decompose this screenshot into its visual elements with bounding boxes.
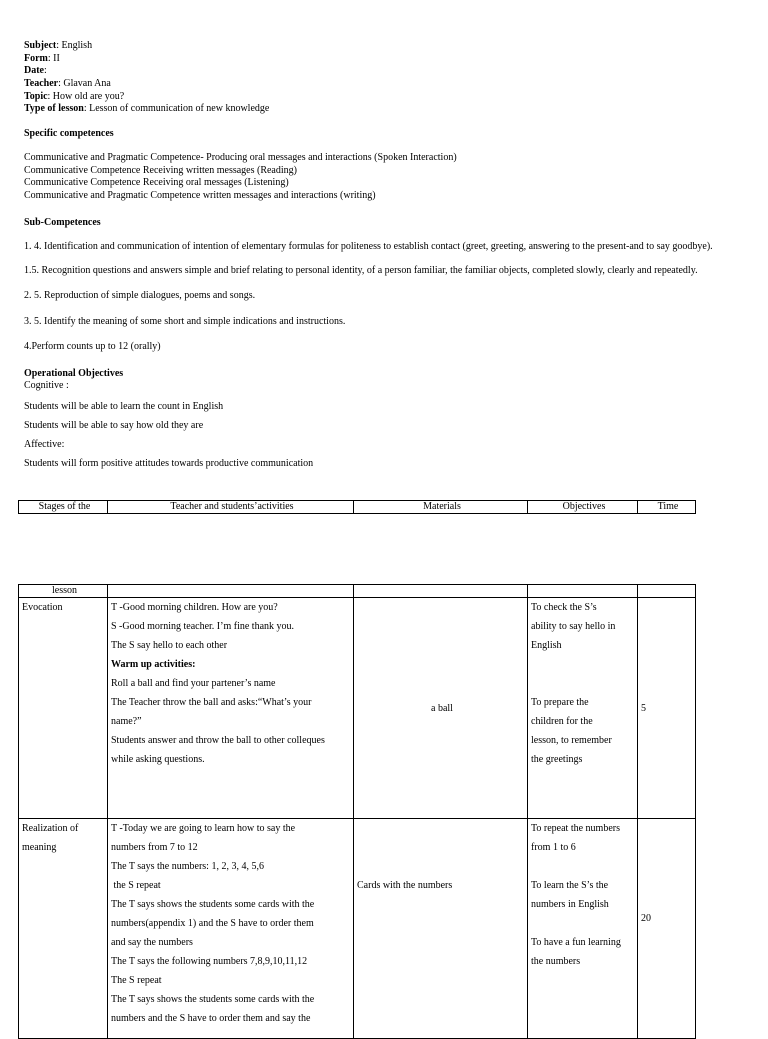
activity-line: Roll a ball and find your partener’s name [111, 678, 276, 689]
objective-line: To prepare the [531, 697, 589, 708]
objective-line [531, 857, 637, 876]
activity-line: The T says the numbers: 1, 2, 3, 4, 5,6 [111, 861, 264, 872]
specific-competences-list [24, 152, 744, 202]
objective-line [531, 655, 637, 674]
objectives-cell [528, 598, 638, 819]
activity-line: S -Good morning teacher. I’m fine thank you. [111, 621, 295, 632]
activity-line: Warm up activities: [111, 659, 196, 670]
objective-line: To repeat the numbers [531, 823, 620, 834]
stage-cell [19, 598, 108, 819]
competence-item: Communicative and Pragmatic Competence- Producing oral messages and interactions (Spoken Interaction) [24, 152, 457, 164]
teacher-value: : Glavan Ana [58, 78, 111, 90]
sub-competence-item: 4.Perform counts up to 12 (orally) [24, 341, 161, 353]
materials-cell [354, 819, 528, 1039]
header-time: Time [638, 501, 696, 514]
header-activities: Teacher and students’activities [108, 501, 354, 514]
objective-line: Cognitive : [24, 379, 69, 391]
lesson-type-line [24, 103, 744, 116]
activity-line: while asking questions. [111, 754, 205, 765]
objective-line: children for the [531, 716, 593, 727]
activity-line: Students answer and throw the ball to other colleques [111, 735, 325, 746]
objective-line: from 1 to 6 [531, 842, 576, 853]
objective-line: Students will form positive attitudes towards productive communication [24, 457, 314, 469]
form-value: : II [47, 52, 60, 64]
time-cell [638, 819, 696, 1039]
empty-cell [528, 585, 638, 598]
sub-competence-item: 3. 5. Identify the meaning of some short and simple indications and instructions. [24, 315, 346, 327]
topic-value: : How old are you? [47, 90, 125, 102]
objective-line: Students will be able to say how old they are [24, 419, 204, 431]
objective-line: To have a fun learning [531, 937, 621, 948]
spacer [357, 819, 527, 876]
sub-competence-item: 2. 5. Reproduction of simple dialogues, poems and songs. [24, 290, 256, 302]
stage-text: Realization of [22, 823, 79, 834]
lesson-plan-page [24, 40, 744, 473]
stages-continued: lesson [19, 585, 108, 598]
header-materials: Materials [354, 501, 528, 514]
activity-line: numbers from 7 to 12 [111, 842, 198, 853]
spacer [641, 819, 695, 909]
objective-line [531, 914, 637, 933]
objective-line: ability to say hello in [531, 621, 616, 632]
form-label: Form [24, 52, 48, 64]
topic-line [24, 91, 744, 104]
time-value: 20 [641, 913, 651, 924]
activity-line: T -Good morning children. How are you? [111, 602, 278, 613]
date-line [24, 65, 744, 78]
objective-line [531, 674, 637, 693]
activity-line: The Teacher throw the ball and asks:“What’s your [111, 697, 312, 708]
activity-line: The T says shows the students some cards with the [111, 994, 315, 1005]
competence-item: Communicative Competence Receiving written messages (Reading) [24, 164, 297, 176]
objective-line: the greetings [531, 754, 583, 765]
objectives-cell [528, 819, 638, 1039]
header-objectives: Objectives [528, 501, 638, 514]
date-label: Date [24, 65, 44, 77]
objective-line: the numbers [531, 956, 581, 967]
activity-line: T -Today we are going to learn how to say the [111, 823, 296, 834]
activities-cell [108, 819, 354, 1039]
materials-text: Cards with the numbers [357, 880, 453, 891]
activities-cell [108, 598, 354, 819]
subject-label: Subject [24, 40, 57, 51]
empty-cell [108, 585, 354, 598]
activity-line: and say the numbers [111, 937, 193, 948]
activity-line: name?” [111, 716, 142, 727]
lesson-type-label: Type of lesson [24, 103, 84, 115]
form-line [24, 53, 744, 66]
activity-line: The S repeat [111, 975, 162, 986]
operational-objectives-title: Operational Objectives [24, 367, 124, 379]
lesson-table-header [18, 500, 696, 514]
activity-line: The T says the following numbers 7,8,9,10,11,12 [111, 956, 308, 967]
stage-text: meaning [22, 842, 57, 853]
table-row [19, 819, 696, 1039]
activity-line: numbers(appendix 1) and the S have to order them [111, 918, 314, 929]
activity-line: The S say hello to each other [111, 640, 228, 651]
sub-competence-item: 1. 4. Identification and communication of intention of elementary formulas for politeness to establish contact (greet, greeting, answering to the present-and to say goodbye). [24, 240, 713, 252]
teacher-line [24, 78, 744, 91]
objective-line: Affective: [24, 438, 65, 450]
stage-text: Evocation [22, 602, 63, 613]
topic-label: Topic [24, 90, 48, 102]
activity-line: numbers and the S have to order them and say the [111, 1013, 311, 1024]
competence-item: Communicative and Pragmatic Competence written messages and interactions (writing) [24, 189, 376, 201]
time-cell [638, 598, 696, 819]
time-value: 5 [641, 702, 646, 714]
specific-competences-title: Specific competences [24, 128, 114, 140]
table-row [19, 598, 696, 819]
empty-cell [638, 585, 696, 598]
sub-competence-item: 1.5. Recognition questions and answers simple and brief relating to personal identity, of a person familiar, the familiar objects, completed slowly, clearly and repeatedly. [24, 264, 698, 276]
objective-line: To learn the S’s the [531, 880, 609, 891]
objective-line: English [531, 640, 562, 651]
objective-line: lesson, to remember [531, 735, 612, 746]
activity-line: The T says shows the students some cards with the [111, 899, 315, 910]
sub-competences-title: Sub-Competences [24, 216, 101, 228]
activity-line: the S repeat [111, 880, 161, 891]
empty-cell [354, 585, 528, 598]
header-stages: Stages of the [19, 501, 108, 514]
competence-item: Communicative Competence Receiving oral messages (Listening) [24, 177, 289, 189]
lesson-type-value: : Lesson of communication of new knowledge [83, 103, 270, 115]
lesson-table [18, 584, 696, 1039]
teacher-label: Teacher [24, 78, 59, 90]
objective-line: To check the S’s [531, 602, 597, 613]
materials-cell [354, 598, 528, 819]
objective-line: numbers in English [531, 899, 609, 910]
subject-value: : English [56, 40, 93, 51]
materials-text: a ball [431, 702, 453, 714]
date-value: : [44, 65, 47, 77]
subject-line [24, 40, 744, 53]
objective-line: Students will be able to learn the count in English [24, 400, 224, 412]
stage-cell [19, 819, 108, 1039]
